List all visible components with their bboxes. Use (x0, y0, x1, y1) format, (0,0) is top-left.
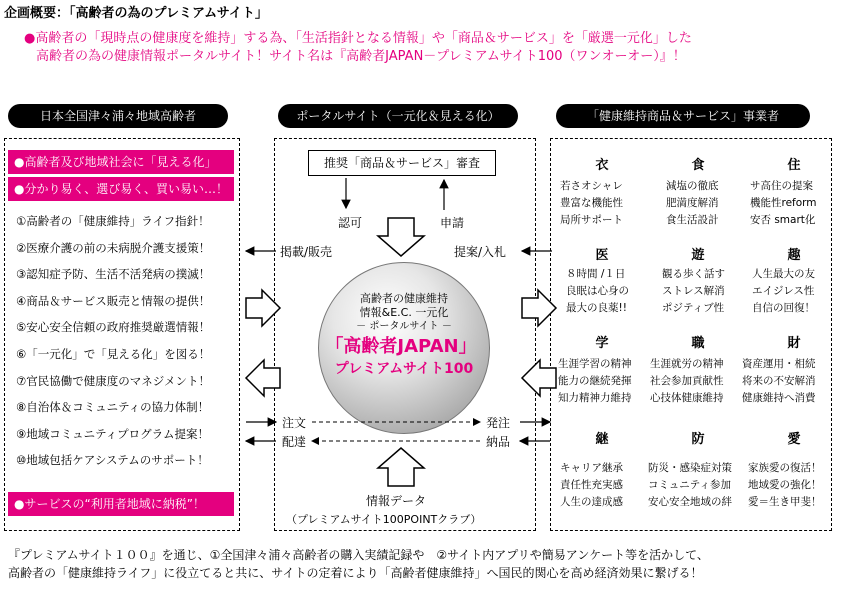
list-item: ⑨地域コミュニティプログラム提案！ (16, 426, 210, 441)
left-header: 日本全国津々浦々地域高齢者 (8, 104, 228, 128)
approve-label: 認可 (338, 216, 363, 230)
category-heading: 医 (595, 248, 609, 263)
list-item: ⑩地域包括ケアシステムのサポート！ (16, 453, 209, 468)
order-label: 注文 (282, 416, 307, 430)
category-heading: 住 (787, 158, 801, 173)
post-sell-label: 掲載/販売 (280, 245, 333, 259)
center-down-hollow-arrow (378, 218, 424, 256)
sphere-main-title: 「高齢者JAPAN」 (325, 336, 477, 357)
list-item: ⑧自治体＆コミュニティの協力体制！ (16, 400, 210, 415)
list-item: ⑦官民協働で健康度のマネジメント！ (16, 373, 210, 388)
category-lines: 資産運用・相続 将来の不安解消 健康維持へ消費 (742, 358, 816, 404)
page-title: 企画概要：「高齢者の為のプレミアムサイト」 (4, 6, 268, 21)
category-lines: 観る歩く話す ストレス解消 ポジティブ性 (662, 268, 725, 314)
list-item: ①高齢者の「健康維持」ライフ指針！ (16, 214, 210, 228)
info-up-hollow-arrow (378, 448, 424, 486)
footer-text (8, 546, 709, 582)
left-pink-2: ●分かり易く、選び易く、買い易い…！ (8, 177, 234, 201)
club-label: （プレミアムサイト100POINTクラブ） (286, 513, 482, 526)
footer-line-2: 高齢者の「健康維持ライフ」に役立てると共に、サイトの定着により「高齢者健康維持」へ国民的関心を高め経済効果に繋げる！ (8, 566, 703, 580)
propose-label: 提案/入札 (454, 245, 507, 259)
category-grid (556, 150, 828, 526)
footer-line-1: 『プレミアムサイト１００』を通じ、①全国津々浦々高齢者の購入実績記録や ②サイト内アプリや簡易アンケート等を活かして、 (8, 548, 709, 562)
category-lines: 人生最大の友 エイジレス性 自信の回復！ (752, 268, 815, 314)
category-lines: キャリア継承 責任性充実感 人生の達成感 (560, 462, 623, 508)
intro-line-2: 高齢者の為の健康情報ポータルサイト！サイト名は『高齢者JAPAN－プレミアムサイト100（ワンオーオー）』！ (36, 49, 686, 64)
category-heading: 職 (691, 336, 705, 351)
category-lines: 生涯学習の精神 能力の継続発揮 知力精神力維持 (558, 358, 632, 404)
category-lines: ８時間 /１日 良眠は心身の 最大の良薬!! (566, 268, 629, 314)
category-lines: サ高住の提案 機能性reform 安否 smart化 (750, 180, 817, 226)
sphere-line-2: 情報&E.C. 一元化 (359, 306, 449, 319)
sphere-line-3: － ポータルサイト － (356, 321, 452, 332)
list-item: ③認知症予防、生活不活発病の撲滅！ (16, 267, 211, 282)
category-lines: 若さオシャレ 豊富な機能性 局所サポート (560, 180, 623, 226)
sphere-subtitle: プレミアムサイト100 (334, 361, 474, 377)
category-heading: 遊 (691, 248, 705, 263)
right-right-hollow-arrow (522, 290, 556, 326)
right-left-hollow-arrow (522, 360, 556, 396)
category-heading: 趣 (787, 248, 801, 263)
right-header: 「健康維持商品＆サービス」事業者 (556, 104, 810, 128)
list-item: ⑤安心安全信頼の政府推奨厳選情報！ (16, 320, 211, 335)
list-item: ④商品＆サービス販売と情報の提供！ (16, 293, 211, 308)
left-pink-3: ●サービスの“利用者地域に納税”！ (8, 492, 234, 516)
review-box: 推奨「商品＆サービス」審査 (308, 150, 496, 176)
apply-label: 申請 (440, 216, 465, 230)
ship-label: 発注 (486, 416, 511, 430)
category-heading: 継 (595, 432, 609, 447)
left-pink-1: ●高齢者及び地域社会に「見える化」 (8, 150, 234, 174)
left-right-hollow-arrow (246, 290, 280, 326)
list-item: ⑥「一元化」で「見える化」を図る！ (16, 346, 211, 361)
category-lines: 家族愛の復活！ 地域愛の強化！ 愛＝生き甲斐！ (748, 462, 822, 508)
deliver-goods-label: 納品 (486, 435, 511, 449)
sphere-line-1: 高齢者の健康維持 (360, 292, 448, 305)
category-heading: 学 (595, 336, 609, 351)
category-heading: 財 (787, 336, 801, 351)
category-heading: 食 (691, 158, 705, 173)
list-item: ②医療介護の前の未病脱介護支援策！ (16, 240, 211, 255)
category-heading: 衣 (595, 158, 609, 173)
category-heading: 防 (691, 432, 705, 447)
category-lines: 防災・感染症対策 コミュニティ参加 安心安全地域の絆 (648, 462, 732, 508)
center-header: ポータルサイト（一元化＆見える化） (278, 104, 518, 128)
left-left-hollow-arrow (246, 360, 280, 396)
category-heading: 愛 (787, 432, 801, 447)
category-lines: 減塩の徹底 肥満度解消 食生活設計 (666, 180, 719, 226)
category-lines: 生涯就労の精神 社会参加貢献性 心技体健康維持 (650, 358, 724, 404)
info-data-label: 情報データ (366, 494, 427, 508)
delivery-label: 配達 (282, 435, 307, 449)
intro-line-1: ●高齢者の「現時点の健康度を維持」する為、「生活指針となる情報」や「商品＆サービス」を「厳選一元化」した (24, 31, 692, 46)
